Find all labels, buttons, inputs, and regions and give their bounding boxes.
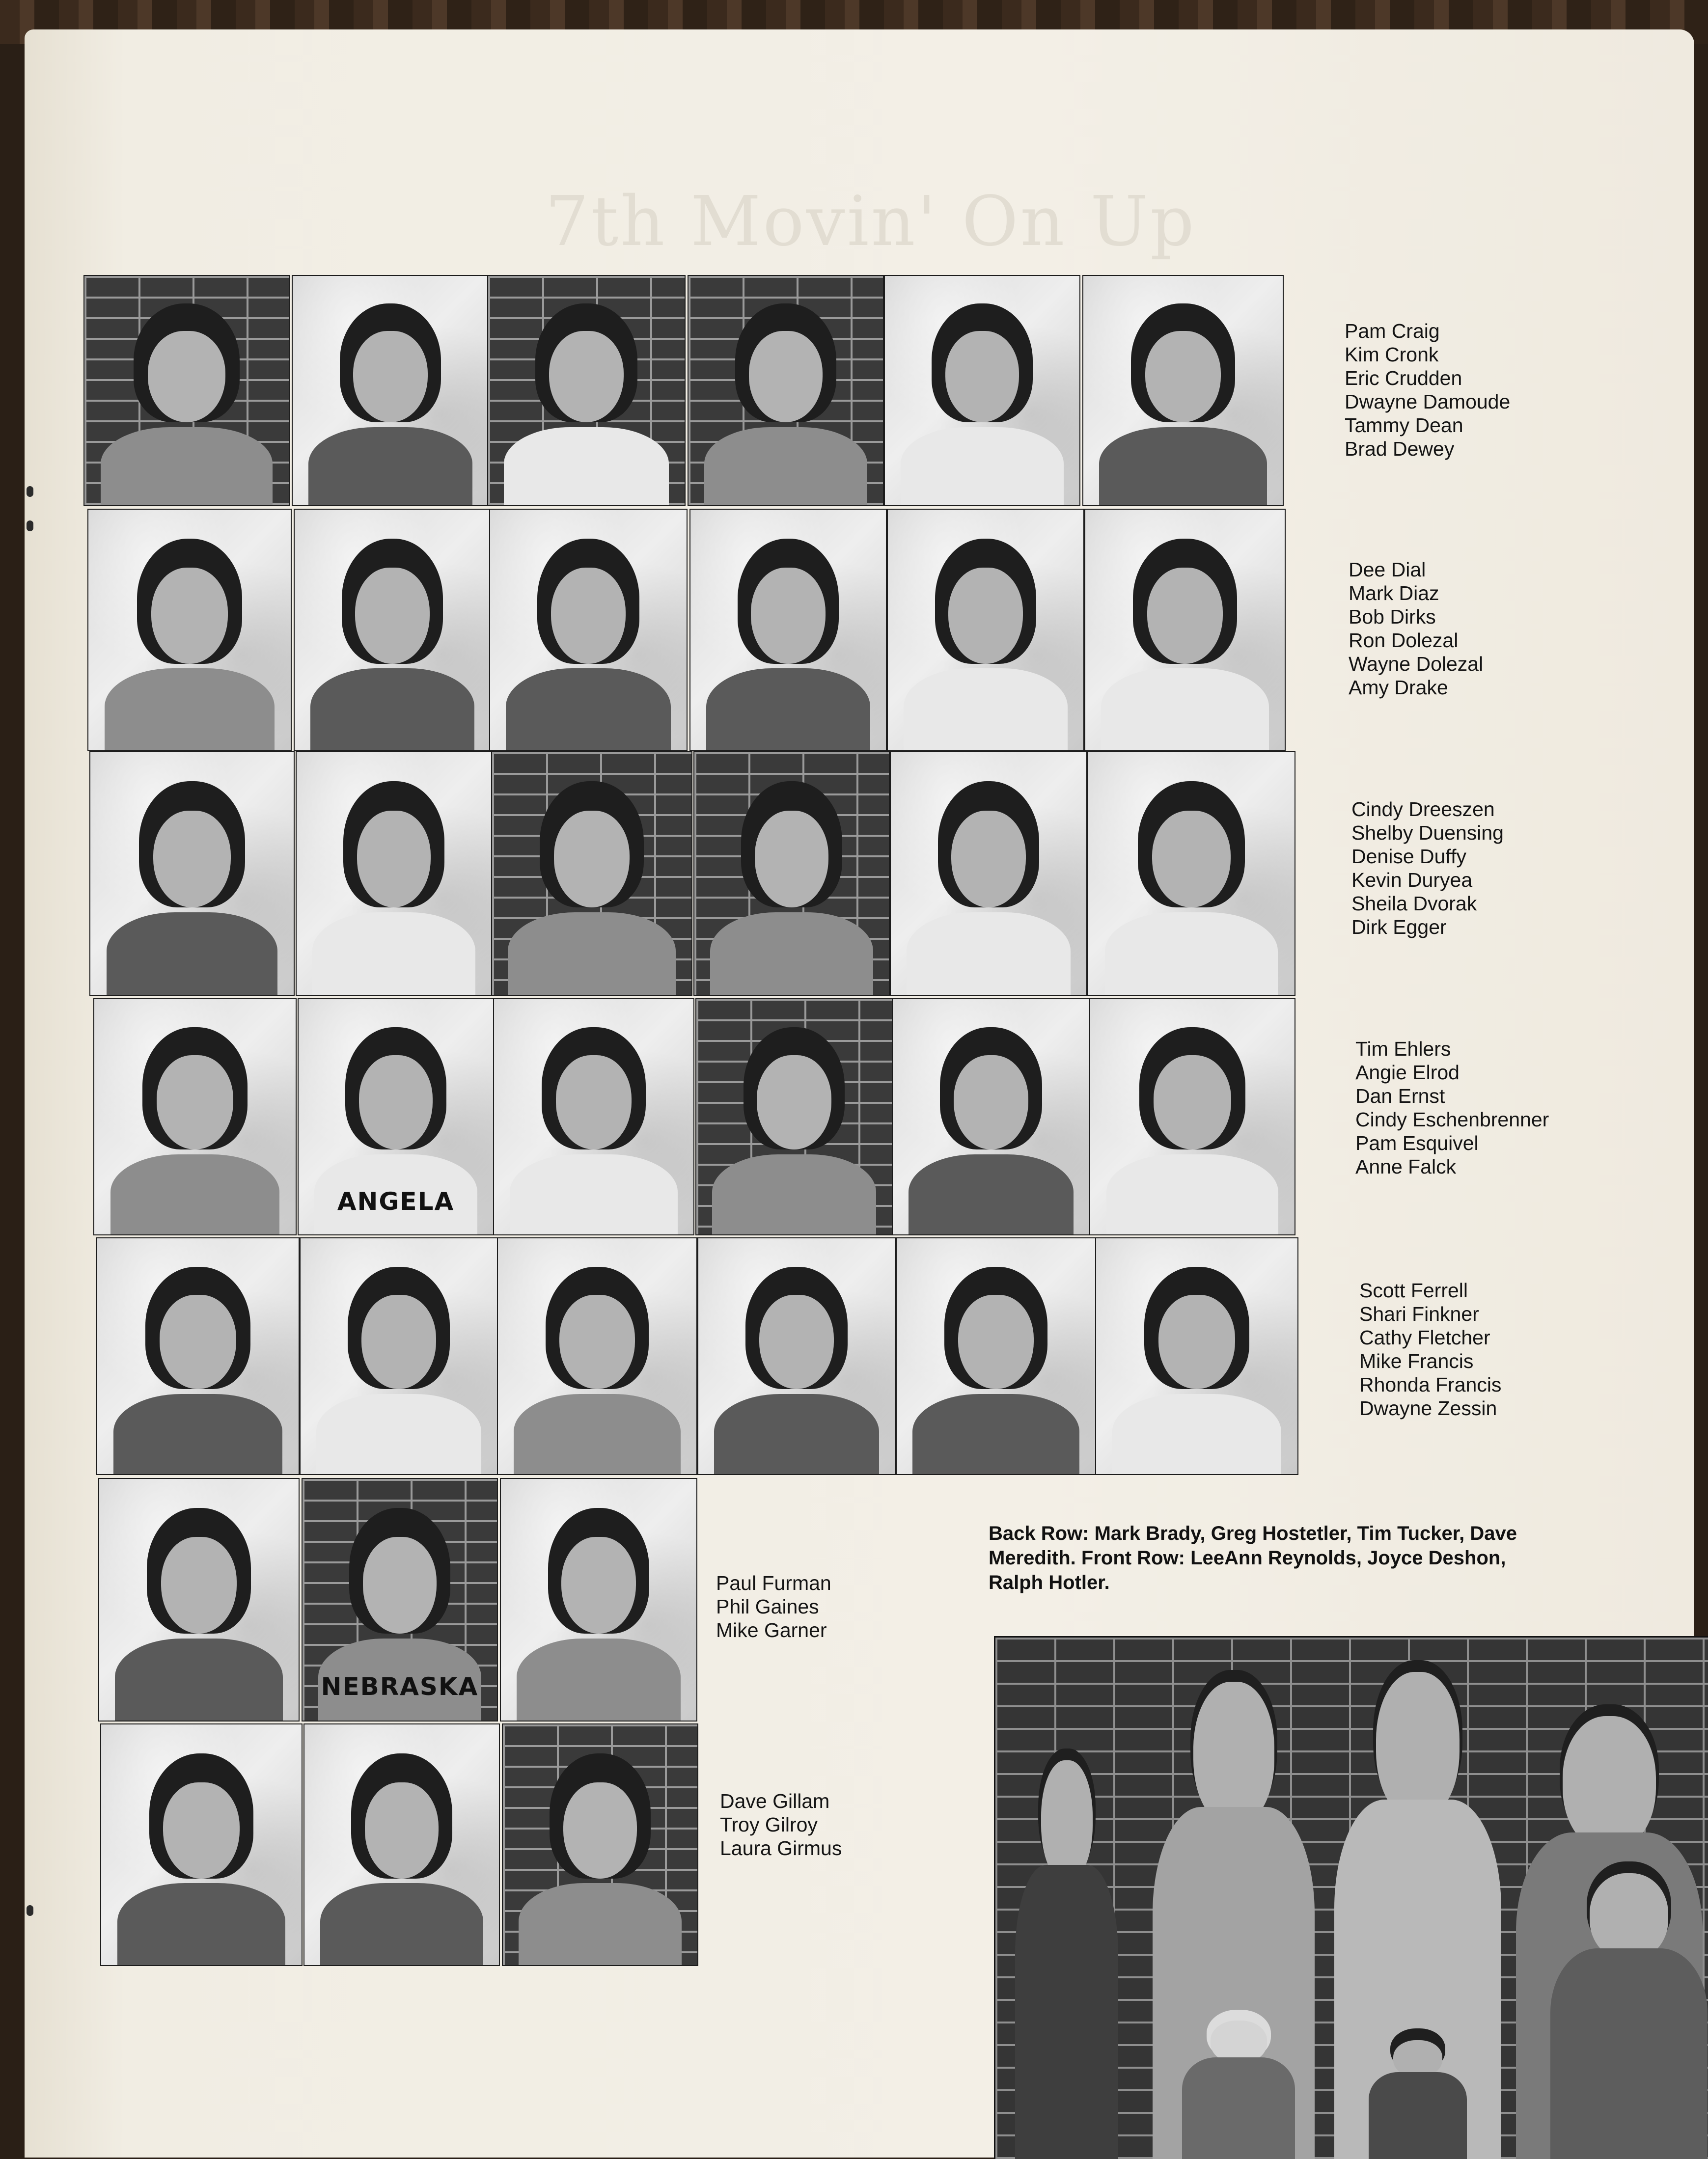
student-name: Dirk Egger [1351,916,1447,938]
name-list [1355,1037,1549,1178]
name-list [1349,558,1483,699]
portrait-photo [300,1237,498,1475]
binder-hole [27,486,33,497]
student-name: Dee Dial [1349,558,1426,581]
student-name: Cindy Eschenbrenner [1355,1108,1549,1131]
student-name: Mike Garner [716,1619,827,1641]
student-name: Dan Ernst [1355,1085,1445,1107]
name-list [720,1789,842,1860]
portrait-photo [96,1237,300,1475]
student-name: Denise Duffy [1351,845,1466,868]
shirt-lettering: ANGELA [337,1187,455,1216]
student-name: Eric Crudden [1345,367,1462,389]
group-person [1550,1873,1708,2159]
portrait-photo [688,275,884,506]
portrait-photo [87,509,292,751]
portrait-photo [491,751,692,996]
student-name: Bob Dirks [1349,605,1436,628]
portrait-photo [896,1237,1096,1475]
student-name: Laura Girmus [720,1837,842,1859]
portrait-photo [1082,275,1284,506]
group-person [1369,2040,1467,2159]
portrait-photo [689,509,887,751]
student-name: Anne Falck [1355,1155,1457,1178]
portrait-photo [296,751,492,996]
student-name: Mike Francis [1359,1350,1474,1372]
student-name: Pam Craig [1345,320,1440,342]
portrait-photo [1087,751,1295,996]
portrait-photo [489,509,688,751]
portrait-photo [83,275,290,506]
portrait-photo [695,998,893,1235]
student-name: Dwayne Damoude [1345,390,1511,413]
portrait-photo [93,998,297,1235]
student-name: Cathy Fletcher [1359,1326,1490,1349]
portrait-photo [892,998,1090,1235]
portrait-photo [98,1478,300,1722]
student-name: Pam Esquivel [1355,1132,1479,1154]
portrait-photo [502,1723,698,1966]
student-name: Kim Cronk [1345,343,1439,366]
portrait-photo [890,751,1087,996]
student-name: Rhonda Francis [1359,1373,1502,1396]
student-name: Shelby Duensing [1351,821,1504,844]
portrait-photo [294,509,491,751]
portrait-photo [884,275,1080,506]
portrait-photo [302,1478,498,1722]
portrait-photo [1084,509,1286,751]
group-photo-caption: Back Row: Mark Brady, Greg Hostetler, Tim Tucker, Dave Meredith. Front Row: LeeAnn Reynolds, Joyce Deshon, Ralph Hotler. [989,1523,1517,1593]
group-person [1182,2021,1295,2159]
group-person [1015,1760,1118,2159]
portrait-photo [493,998,694,1235]
portrait-photo [500,1478,697,1722]
student-name: Troy Gilroy [720,1813,818,1836]
student-name: Dave Gillam [720,1790,830,1812]
portrait-photo [89,751,295,996]
student-name: Cindy Dreeszen [1351,798,1495,820]
student-name: Amy Drake [1349,676,1448,699]
student-name: Kevin Duryea [1351,869,1473,891]
name-list [1345,319,1510,461]
student-name: Dwayne Zessin [1359,1397,1497,1420]
binder-hole [27,520,33,531]
name-list [716,1571,831,1642]
student-name: Ron Dolezal [1349,629,1459,652]
group-photo [994,1636,1708,2159]
shirt-lettering: NEBRASKA [321,1672,479,1701]
portrait-photo [487,275,686,506]
student-name: Scott Ferrell [1359,1279,1468,1302]
student-name: Shari Finkner [1359,1303,1479,1325]
name-list [1359,1279,1501,1420]
student-name: Angie Elrod [1355,1061,1460,1084]
portrait-photo [303,1723,500,1966]
portrait-photo [298,998,494,1235]
student-name: Brad Dewey [1345,437,1455,460]
portrait-photo [292,275,489,506]
student-name: Tim Ehlers [1355,1038,1451,1060]
student-name: Tammy Dean [1345,414,1463,437]
portrait-photo [693,751,890,996]
portrait-photo [1095,1237,1298,1475]
portrait-photo [1089,998,1295,1235]
bleed-through-title: 7th Movin' On Up [545,182,1196,262]
portrait-photo [887,509,1084,751]
student-name: Sheila Dvorak [1351,892,1477,915]
portrait-photo [497,1237,697,1475]
name-list [1351,797,1504,939]
portrait-photo [100,1723,303,1966]
portrait-photo [697,1237,896,1475]
student-name: Wayne Dolezal [1349,653,1484,675]
student-name: Phil Gaines [716,1595,819,1618]
student-name: Paul Furman [716,1572,831,1594]
binder-hole [27,1905,33,1916]
student-name: Mark Diaz [1349,582,1439,604]
